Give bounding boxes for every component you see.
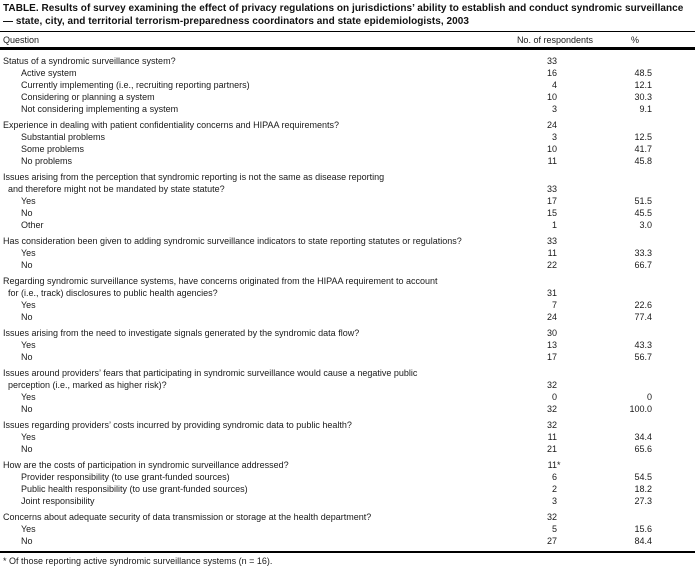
percent-cell [557, 119, 695, 131]
table-row [0, 275, 695, 287]
percent-cell: 12.1 [634, 79, 652, 90]
respondents-cell: 33 [546, 183, 557, 194]
respondents-cell: 21 [546, 443, 557, 454]
respondents-cell: 7 [551, 299, 557, 310]
respondents-cell: 24 [546, 311, 557, 322]
percent-cell: 66.7 [634, 259, 652, 270]
question-cell: No [21, 311, 33, 322]
respondents-cell: 24 [546, 119, 557, 130]
respondents-cell: 11 [547, 247, 557, 258]
table-row [0, 299, 695, 311]
percent-cell: 9.1 [639, 103, 652, 114]
question-cell: Issues around providers’ fears that participating in syndromic surveillance would cause a negative public [3, 367, 418, 378]
respondents-cell: 3 [551, 103, 557, 114]
question-cell: No [21, 207, 33, 218]
percent-cell: 43.3 [634, 339, 652, 350]
table-row [0, 67, 695, 79]
table-row [0, 235, 695, 247]
respondents-cell: 4 [551, 79, 557, 90]
respondents-cell: 2 [551, 483, 557, 494]
question-cell: No [21, 351, 33, 362]
question-cell: Issues arising from the need to investigate signals generated by the syndromic data flow? [3, 327, 360, 338]
table-row [0, 379, 695, 391]
percent-cell: 54.5 [634, 471, 652, 482]
table-row [0, 79, 695, 91]
percent-cell [557, 287, 695, 299]
percent-cell: 12.5 [634, 131, 652, 142]
percent-cell: 77.4 [634, 311, 652, 322]
respondents-cell: 1 [551, 219, 557, 230]
question-cell: Joint responsibility [21, 495, 95, 506]
respondents-cell: 32 [546, 403, 557, 414]
question-cell: No [21, 535, 33, 546]
table-row [0, 523, 695, 535]
question-cell: and therefore might not be mandated by state statute? [8, 183, 225, 194]
question-cell: Issues regarding providers’ costs incurred by providing syndromic data to public health? [3, 419, 352, 430]
table-row [0, 155, 695, 167]
percent-cell [557, 367, 695, 379]
table-row [0, 535, 695, 547]
table-row [0, 403, 695, 415]
respondents-cell: 5 [551, 523, 557, 534]
respondents-cell: 13 [546, 339, 557, 350]
column-header-question: Question [3, 34, 40, 45]
question-cell: Concerns about adequate security of data transmission or storage at the health department? [3, 511, 372, 522]
table-body [0, 50, 695, 551]
question-cell: Yes [21, 195, 36, 206]
percent-cell: 0 [646, 391, 652, 402]
percent-cell: 30.3 [634, 91, 652, 102]
table-row [0, 339, 695, 351]
table-row [0, 311, 695, 323]
respondents-cell: 27 [546, 535, 557, 546]
question-cell: for (i.e., track) disclosures to public health agencies? [8, 287, 218, 298]
question-cell: Issues arising from the perception that syndromic reporting is not the same as disease reporting [3, 171, 385, 182]
percent-cell: 15.6 [634, 523, 652, 534]
percent-cell: 51.5 [634, 195, 652, 206]
respondents-cell: 11 * [547, 459, 561, 470]
table-row [0, 443, 695, 455]
table-title: TABLE. Results of survey examining the effect of privacy regulations on jurisdictions’ ability to establish and conduct syndromic surveillance — state, city, and territorial terrorism-preparedness coordinators and state epidemiologists, 2003 [3, 3, 684, 27]
respondents-cell: 17 [546, 195, 557, 206]
table-row [0, 431, 695, 443]
table-row [0, 55, 695, 67]
table-row [0, 471, 695, 483]
respondents-cell: 32 [546, 511, 557, 522]
percent-cell [557, 55, 695, 67]
respondents-cell: 10 [546, 91, 557, 102]
question-cell: Considering or planning a system [21, 91, 155, 102]
percent-cell [557, 171, 695, 183]
question-cell: Currently implementing (i.e., recruiting reporting partners) [21, 79, 250, 90]
question-cell: Yes [21, 247, 36, 258]
question-cell: Provider responsibility (to use grant-funded sources) [21, 471, 230, 482]
question-cell: No [21, 259, 33, 270]
column-header-percent: % [630, 34, 639, 45]
table-row [0, 419, 695, 431]
question-cell: Other [21, 219, 44, 230]
question-cell: Yes [21, 391, 36, 402]
respondents-cell: 22 [546, 259, 557, 270]
percent-cell: 41.7 [634, 143, 652, 154]
footnote-marker: * [557, 459, 561, 470]
respondents-cell [497, 367, 557, 379]
respondents-cell: 11 [547, 155, 557, 166]
question-cell: No problems [21, 155, 73, 166]
respondents-cell: 0 [551, 391, 557, 402]
percent-cell [557, 327, 695, 339]
table-row [0, 171, 695, 183]
percent-cell: 3.0 [639, 219, 652, 230]
percent-cell: 56.7 [634, 351, 652, 362]
respondents-cell: 6 [551, 471, 557, 482]
table-row [0, 351, 695, 363]
question-cell: Public health responsibility (to use grant-funded sources) [21, 483, 248, 494]
percent-cell [557, 235, 695, 247]
table-row [0, 511, 695, 523]
table-row [0, 247, 695, 259]
respondents-cell: 11 [547, 431, 557, 442]
percent-cell [557, 419, 695, 431]
respondents-cell [497, 171, 557, 183]
respondents-cell: 32 [546, 419, 557, 430]
table-row [0, 195, 695, 207]
respondents-cell: 33 [546, 55, 557, 66]
percent-cell: 33.3 [634, 247, 652, 258]
respondents-cell: 3 [551, 495, 557, 506]
percent-cell: 65.6 [634, 443, 652, 454]
percent-cell: 34.4 [634, 431, 652, 442]
table-row [0, 459, 695, 471]
respondents-cell: 30 [546, 327, 557, 338]
question-cell: Not considering implementing a system [21, 103, 179, 114]
percent-cell [557, 183, 695, 195]
respondents-cell: 16 [546, 67, 557, 78]
table-row [0, 259, 695, 271]
question-cell: Some problems [21, 143, 85, 154]
question-cell: Regarding syndromic surveillance systems, have concerns originated from the HIPAA requirement to account [3, 275, 438, 286]
respondents-cell [497, 275, 557, 287]
respondents-cell: 3 [551, 131, 557, 142]
percent-cell [557, 379, 695, 391]
table-row [0, 327, 695, 339]
percent-cell: 45.5 [634, 207, 652, 218]
question-cell: Yes [21, 431, 36, 442]
respondents-cell: 32 [546, 379, 557, 390]
table-row [0, 119, 695, 131]
column-header-respondents: No. of respondents [516, 34, 593, 45]
question-cell: No [21, 443, 33, 454]
question-cell: Substantial problems [21, 131, 106, 142]
table-row [0, 287, 695, 299]
table-row [0, 131, 695, 143]
table-row [0, 91, 695, 103]
table-row [0, 143, 695, 155]
percent-cell [557, 511, 695, 523]
table-footnote: * Of those reporting active syndromic surveillance systems (n = 16). [3, 556, 273, 566]
percent-cell: 18.2 [634, 483, 652, 494]
question-cell: perception (i.e., marked as higher risk)? [8, 379, 167, 390]
question-cell: Yes [21, 299, 36, 310]
table-row [0, 367, 695, 379]
percent-cell: 22.6 [634, 299, 652, 310]
question-cell: Yes [21, 523, 36, 534]
question-cell: Has consideration been given to adding syndromic surveillance indicators to state reporting statutes or regulations? [3, 235, 462, 246]
table-row [0, 103, 695, 115]
question-cell: No [21, 403, 33, 414]
respondents-cell: 15 [546, 207, 557, 218]
percent-cell: 45.8 [634, 155, 652, 166]
respondents-cell: 10 [546, 143, 557, 154]
table-row [0, 219, 695, 231]
table-row [0, 495, 695, 507]
table-row [0, 391, 695, 403]
table-row [0, 183, 695, 195]
table-row [0, 483, 695, 495]
percent-cell: 27.3 [634, 495, 652, 506]
question-cell: Active system [21, 67, 77, 78]
respondents-cell: 31 [546, 287, 557, 298]
question-cell: Status of a syndromic surveillance system? [3, 55, 176, 66]
percent-cell: 100.0 [629, 403, 652, 414]
question-cell: Experience in dealing with patient confidentiality concerns and HIPAA requirements? [3, 119, 340, 130]
question-cell: How are the costs of participation in syndromic surveillance addressed? [3, 459, 289, 470]
respondents-cell: 33 [546, 235, 557, 246]
percent-cell [557, 275, 695, 287]
table-header-row [0, 32, 695, 47]
percent-cell [557, 459, 695, 471]
percent-cell: 84.4 [634, 535, 652, 546]
respondents-cell: 17 [546, 351, 557, 362]
table-row [0, 207, 695, 219]
percent-cell: 48.5 [634, 67, 652, 78]
question-cell: Yes [21, 339, 36, 350]
